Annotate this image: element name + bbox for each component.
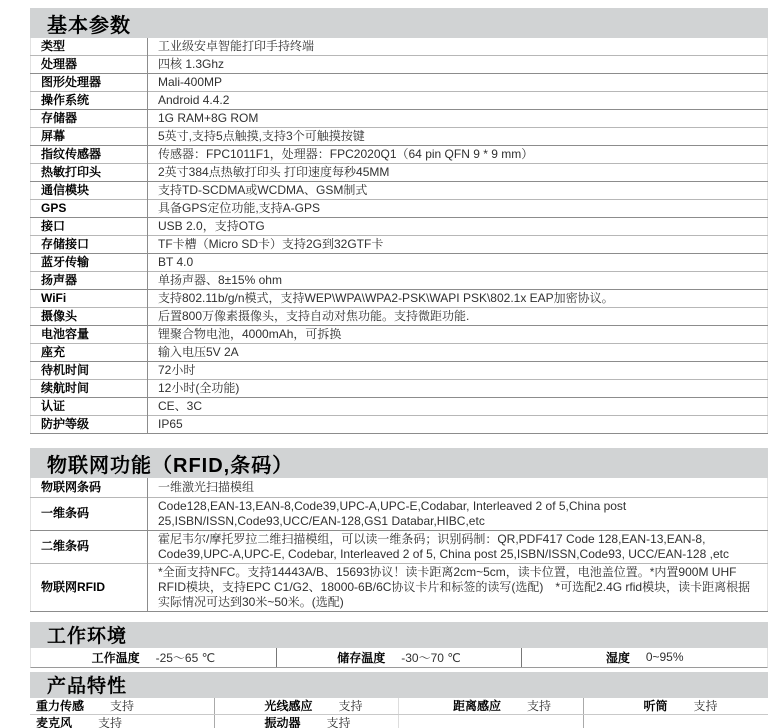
spec-label: 通信模块 (31, 182, 148, 200)
basic-spec-table (30, 38, 768, 434)
spec-value: 72小时 (158, 363, 196, 377)
spec-value: 12小时(全功能) (158, 381, 240, 395)
table-row (31, 254, 768, 272)
feature-label: 听筒 (643, 699, 668, 713)
table-row (31, 182, 768, 200)
spec-value: 一维激光扫描模组 (158, 479, 255, 494)
feature-label: 光线感应 (264, 699, 313, 713)
spec-label: 电池容量 (31, 326, 148, 344)
spec-label: 类型 (31, 38, 148, 56)
table-row (31, 308, 768, 326)
env-label: 储存温度 (337, 650, 386, 665)
spec-value: 锂聚合物电池，4000mAh，可拆换 (158, 327, 342, 341)
feature-cell (399, 698, 584, 714)
feature-value: 支持 (98, 716, 123, 728)
spec-value: Code128,EAN-13,EAN-8,Code39,UPC-A,UPC-E,Codabar, Interleaved 2 of 5,China post 25,ISBN/ISSN,Code93,UCC/EAN-128,GS1 Databar,HIBC,etc (158, 498, 627, 528)
features-row (30, 715, 768, 728)
spec-value: IP65 (158, 417, 183, 431)
table-row (31, 56, 768, 74)
feature-cell (584, 698, 769, 714)
feature-cell (30, 698, 215, 714)
spec-value: 单扬声器、8±15% ohm (158, 273, 282, 287)
env-value: -30～70 ℃ (401, 650, 461, 665)
section-title-iot: 物联网功能（RFID,条码） (47, 454, 294, 477)
environment-row (30, 648, 768, 668)
table-row (31, 398, 768, 416)
feature-cell (584, 715, 769, 728)
env-value: -25～65 ℃ (155, 650, 216, 665)
env-label: 工作温度 (91, 650, 140, 665)
table-row (31, 110, 768, 128)
spec-value: USB 2.0，支持OTG (158, 219, 265, 233)
feature-value: 支持 (326, 716, 351, 728)
feature-value: 支持 (110, 699, 135, 713)
spec-value: Android 4.4.2 (158, 93, 230, 107)
feature-value: 支持 (693, 699, 718, 713)
feature-cell (30, 715, 215, 728)
spec-label: 物联网条码 (31, 478, 148, 497)
spec-label: 座充 (31, 344, 148, 362)
spec-label: 操作系统 (31, 92, 148, 110)
spec-label: 接口 (31, 218, 148, 236)
spec-label: 摄像头 (31, 308, 148, 326)
spec-value: TF卡槽（Micro SD卡）支持2G到32GTF卡 (158, 237, 384, 251)
table-row (31, 92, 768, 110)
feature-cell (399, 715, 584, 728)
spec-value: 后置800万像素摄像头，支持自动对焦功能。支持微距功能. (158, 309, 470, 323)
table-row (31, 200, 768, 218)
table-row (31, 344, 768, 362)
feature-value: 支持 (338, 699, 363, 713)
spec-value: CE、3C (158, 399, 203, 413)
table-row (31, 563, 768, 611)
spec-value: 具备GPS定位功能,支持A-GPS (158, 201, 321, 215)
spec-label: 物联网RFID (31, 563, 148, 611)
table-row (31, 478, 768, 497)
feature-cell (215, 715, 400, 728)
spec-value: 四核 1.3Ghz (158, 57, 225, 71)
feature-cell (215, 698, 400, 714)
table-row (31, 272, 768, 290)
table-row (31, 530, 768, 563)
spec-value: 5英寸,支持5点触摸,支持3个可触摸按键 (158, 129, 365, 143)
spec-label: 屏幕 (31, 128, 148, 146)
environment-cell (31, 648, 277, 667)
section-title-features: 产品特性 (47, 676, 128, 697)
spec-label: 处理器 (31, 56, 148, 74)
env-value: 0~95% (645, 650, 684, 664)
spec-value: 输入电压5V 2A (158, 345, 239, 359)
spec-label: 认证 (31, 398, 148, 416)
section-header-environment (30, 622, 768, 648)
spec-value: 工业级安卓智能打印手持终端 (158, 39, 315, 53)
spec-value: 传感器：FPC1011F1，处理器：FPC2020Q1（64 pin QFN 9 * 9 mm） (158, 147, 534, 161)
spec-label: 存储器 (31, 110, 148, 128)
table-row (31, 146, 768, 164)
table-row (31, 380, 768, 398)
spec-label: 二维条码 (31, 530, 148, 563)
table-row (31, 128, 768, 146)
table-row (31, 326, 768, 344)
spec-label: 图形处理器 (31, 74, 148, 92)
section-header-basic (30, 8, 768, 38)
table-row (31, 164, 768, 182)
feature-label: 麦克风 (36, 716, 73, 728)
table-row (31, 74, 768, 92)
features-row (30, 698, 768, 715)
env-label: 湿度 (605, 650, 630, 665)
feature-label: 距离感应 (453, 699, 502, 713)
spec-value: Mali-400MP (158, 75, 223, 89)
iot-spec-table (30, 478, 768, 612)
feature-label: 重力传感 (36, 699, 85, 713)
spec-value: 支持802.11b/g/n模式，支持WEP\WPA\WPA2-PSK\WAPI PSK\802.1x EAP加密协议。 (158, 291, 614, 305)
spec-label: 待机时间 (31, 362, 148, 380)
table-row (31, 416, 768, 434)
spec-label: 防护等级 (31, 416, 148, 434)
spec-label: 蓝牙传输 (31, 254, 148, 272)
spec-value: 2英寸384点热敏打印头 打印速度每秒45MM (158, 165, 390, 179)
spec-label: GPS (31, 200, 148, 218)
feature-label: 振动器 (264, 716, 301, 728)
spec-value: BT 4.0 (158, 255, 194, 269)
spec-value: *全面支持NFC。支持14443A/B、15693协议！读卡距离2cm~5cm，读卡位置，电池盖位置。*内置900M UHF RFID模块，支持EPC C1/G2、18000-6B/6C协议卡片和标签的读写(选配) *可选配2.4G rfid模块，读卡距离根据实际情况可达到30米~50米。(选配) (158, 564, 751, 609)
spec-label: 一维条码 (31, 497, 148, 530)
feature-value: 支持 (527, 699, 552, 713)
table-row (31, 218, 768, 236)
table-row (31, 497, 768, 530)
section-title-environment: 工作环境 (47, 626, 128, 647)
environment-cell (277, 648, 523, 667)
spec-label: 热敏打印头 (31, 164, 148, 182)
spec-label: 存储接口 (31, 236, 148, 254)
table-row (31, 38, 768, 56)
section-header-features (30, 672, 768, 698)
spec-label: WiFi (31, 290, 148, 308)
table-row (31, 290, 768, 308)
environment-cell (522, 648, 767, 667)
spec-label: 指纹传感器 (31, 146, 148, 164)
table-row (31, 236, 768, 254)
spec-value: 1G RAM+8G ROM (158, 111, 259, 125)
spec-label: 续航时间 (31, 380, 148, 398)
table-row (31, 362, 768, 380)
spec-value: 支持TD-SCDMA或WCDMA、GSM制式 (158, 183, 368, 197)
section-header-iot (30, 448, 768, 478)
spec-label: 扬声器 (31, 272, 148, 290)
section-title-basic: 基本参数 (47, 14, 131, 37)
spec-value: 霍尼韦尔/摩托罗拉二维扫描模组，可以读一维条码；识别码制：QR,PDF417 Code 128,EAN-13,EAN-8, Code39,UPC-A,UPC-E, Codebar, Interleaved 2 of 5, China post 25,ISBN/ISSN,Code93, UCC/EAN-128 ,etc (158, 531, 729, 561)
